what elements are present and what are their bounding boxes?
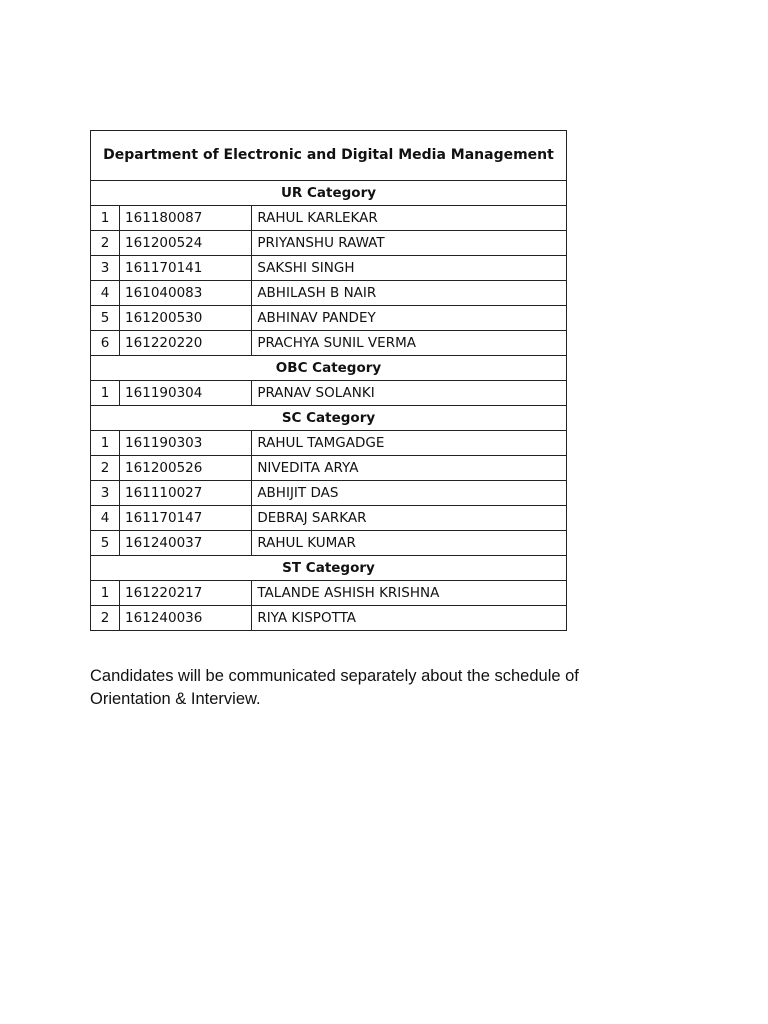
- serial-number-cell: 4: [91, 506, 120, 531]
- serial-number-cell: 2: [91, 456, 120, 481]
- selection-table: [90, 130, 567, 631]
- category-header-row: [91, 406, 567, 431]
- table-row: [91, 606, 567, 631]
- roll-number-cell: 161220217: [120, 581, 252, 606]
- serial-number-cell: 3: [91, 256, 120, 281]
- roll-number-cell: 161110027: [120, 481, 252, 506]
- roll-number-cell: 161170147: [120, 506, 252, 531]
- table-row: [91, 306, 567, 331]
- category-header-row: [91, 181, 567, 206]
- candidate-name-cell: RAHUL TAMGADGE: [252, 431, 567, 456]
- table-row: [91, 381, 567, 406]
- category-heading: UR Category: [91, 181, 567, 206]
- roll-number-cell: 161180087: [120, 206, 252, 231]
- roll-number-cell: 161190303: [120, 431, 252, 456]
- serial-number-cell: 1: [91, 381, 120, 406]
- serial-number-cell: 5: [91, 306, 120, 331]
- candidate-name-cell: ABHIJIT DAS: [252, 481, 567, 506]
- candidate-name-cell: RAHUL KARLEKAR: [252, 206, 567, 231]
- serial-number-cell: 5: [91, 531, 120, 556]
- serial-number-cell: 3: [91, 481, 120, 506]
- candidate-name-cell: PRIYANSHU RAWAT: [252, 231, 567, 256]
- roll-number-cell: 161200530: [120, 306, 252, 331]
- candidate-name-cell: NIVEDITA ARYA: [252, 456, 567, 481]
- candidate-name-cell: DEBRAJ SARKAR: [252, 506, 567, 531]
- roll-number-cell: 161200524: [120, 231, 252, 256]
- serial-number-cell: 1: [91, 431, 120, 456]
- schedule-note: Candidates will be communicated separately about the schedule of Orientation & Interview.: [90, 667, 579, 708]
- table-row: [91, 481, 567, 506]
- candidate-name-cell: ABHILASH B NAIR: [252, 281, 567, 306]
- category-heading: ST Category: [91, 556, 567, 581]
- roll-number-cell: 161040083: [120, 281, 252, 306]
- table-row: [91, 206, 567, 231]
- serial-number-cell: 6: [91, 331, 120, 356]
- roll-number-cell: 161200526: [120, 456, 252, 481]
- category-heading: SC Category: [91, 406, 567, 431]
- serial-number-cell: 1: [91, 581, 120, 606]
- candidate-name-cell: PRACHYA SUNIL VERMA: [252, 331, 567, 356]
- roll-number-cell: 161240036: [120, 606, 252, 631]
- table-title: Department of Electronic and Digital Media Management: [91, 131, 567, 181]
- roll-number-cell: 161220220: [120, 331, 252, 356]
- table-row: [91, 531, 567, 556]
- table-row: [91, 331, 567, 356]
- table-row: [91, 256, 567, 281]
- candidate-name-cell: TALANDE ASHISH KRISHNA: [252, 581, 567, 606]
- category-header-row: [91, 556, 567, 581]
- serial-number-cell: 1: [91, 206, 120, 231]
- roll-number-cell: 161190304: [120, 381, 252, 406]
- serial-number-cell: 2: [91, 606, 120, 631]
- table-body: [91, 181, 567, 631]
- category-header-row: [91, 356, 567, 381]
- roll-number-cell: 161240037: [120, 531, 252, 556]
- table-row: [91, 506, 567, 531]
- candidate-name-cell: PRANAV SOLANKI: [252, 381, 567, 406]
- table-row: [91, 281, 567, 306]
- table-row: [91, 581, 567, 606]
- candidate-name-cell: ABHINAV PANDEY: [252, 306, 567, 331]
- serial-number-cell: 2: [91, 231, 120, 256]
- serial-number-cell: 4: [91, 281, 120, 306]
- candidate-name-cell: RIYA KISPOTTA: [252, 606, 567, 631]
- table-row: [91, 431, 567, 456]
- table-title-row: [91, 131, 567, 181]
- category-heading: OBC Category: [91, 356, 567, 381]
- table-row: [91, 231, 567, 256]
- roll-number-cell: 161170141: [120, 256, 252, 281]
- table-row: [91, 456, 567, 481]
- candidate-name-cell: RAHUL KUMAR: [252, 531, 567, 556]
- candidate-name-cell: SAKSHI SINGH: [252, 256, 567, 281]
